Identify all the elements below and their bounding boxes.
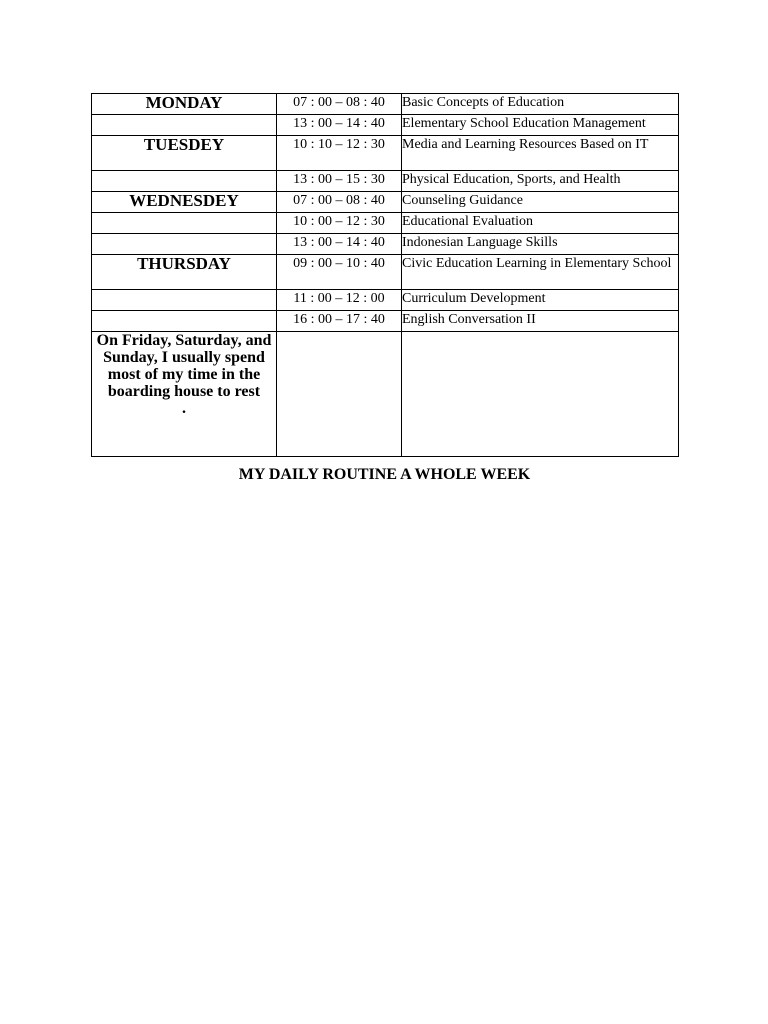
time-cell: 10 : 00 – 12 : 30 xyxy=(277,213,402,234)
day-cell xyxy=(92,115,277,136)
time-cell: 07 : 00 – 08 : 40 xyxy=(277,94,402,115)
empty-subject-cell xyxy=(402,332,679,457)
subject-cell: Media and Learning Resources Based on IT xyxy=(402,136,679,171)
day-cell xyxy=(92,213,277,234)
subject-cell: Indonesian Language Skills xyxy=(402,234,679,255)
subject-cell: English Conversation II xyxy=(402,311,679,332)
subject-cell: Elementary School Education Management xyxy=(402,115,679,136)
table-row xyxy=(92,94,679,115)
time-cell: 13 : 00 – 14 : 40 xyxy=(277,234,402,255)
day-cell xyxy=(92,290,277,311)
day-cell: MONDAY xyxy=(92,94,277,115)
weekly-schedule-table xyxy=(91,93,679,457)
subject-cell: Curriculum Development xyxy=(402,290,679,311)
time-cell: 16 : 00 – 17 : 40 xyxy=(277,311,402,332)
time-cell: 13 : 00 – 14 : 40 xyxy=(277,115,402,136)
table-row xyxy=(92,311,679,332)
subject-cell: Physical Education, Sports, and Health xyxy=(402,171,679,192)
subject-cell: Counseling Guidance xyxy=(402,192,679,213)
table-row xyxy=(92,255,679,290)
table-row xyxy=(92,234,679,255)
table-row xyxy=(92,136,679,171)
time-cell: 10 : 10 – 12 : 30 xyxy=(277,136,402,171)
subject-cell: Civic Education Learning in Elementary School xyxy=(402,255,679,290)
table-row xyxy=(92,171,679,192)
time-cell: 11 : 00 – 12 : 00 xyxy=(277,290,402,311)
day-cell: THURSDAY xyxy=(92,255,277,290)
time-cell: 07 : 00 – 08 : 40 xyxy=(277,192,402,213)
weekend-note: On Friday, Saturday, and Sunday, I usually spend most of my time in the boarding house to rest . xyxy=(92,332,277,457)
day-cell xyxy=(92,311,277,332)
day-cell: WEDNESDEY xyxy=(92,192,277,213)
empty-time-cell xyxy=(277,332,402,457)
day-cell xyxy=(92,171,277,192)
table-row-weekend xyxy=(92,332,679,457)
table-row xyxy=(92,290,679,311)
subject-cell: Educational Evaluation xyxy=(402,213,679,234)
day-cell xyxy=(92,234,277,255)
table-row xyxy=(92,192,679,213)
table-row xyxy=(92,213,679,234)
table-row xyxy=(92,115,679,136)
table-caption: MY DAILY ROUTINE A WHOLE WEEK xyxy=(238,466,531,483)
time-cell: 09 : 00 – 10 : 40 xyxy=(277,255,402,290)
day-cell: TUESDEY xyxy=(92,136,277,171)
time-cell: 13 : 00 – 15 : 30 xyxy=(277,171,402,192)
subject-cell: Basic Concepts of Education xyxy=(402,94,679,115)
